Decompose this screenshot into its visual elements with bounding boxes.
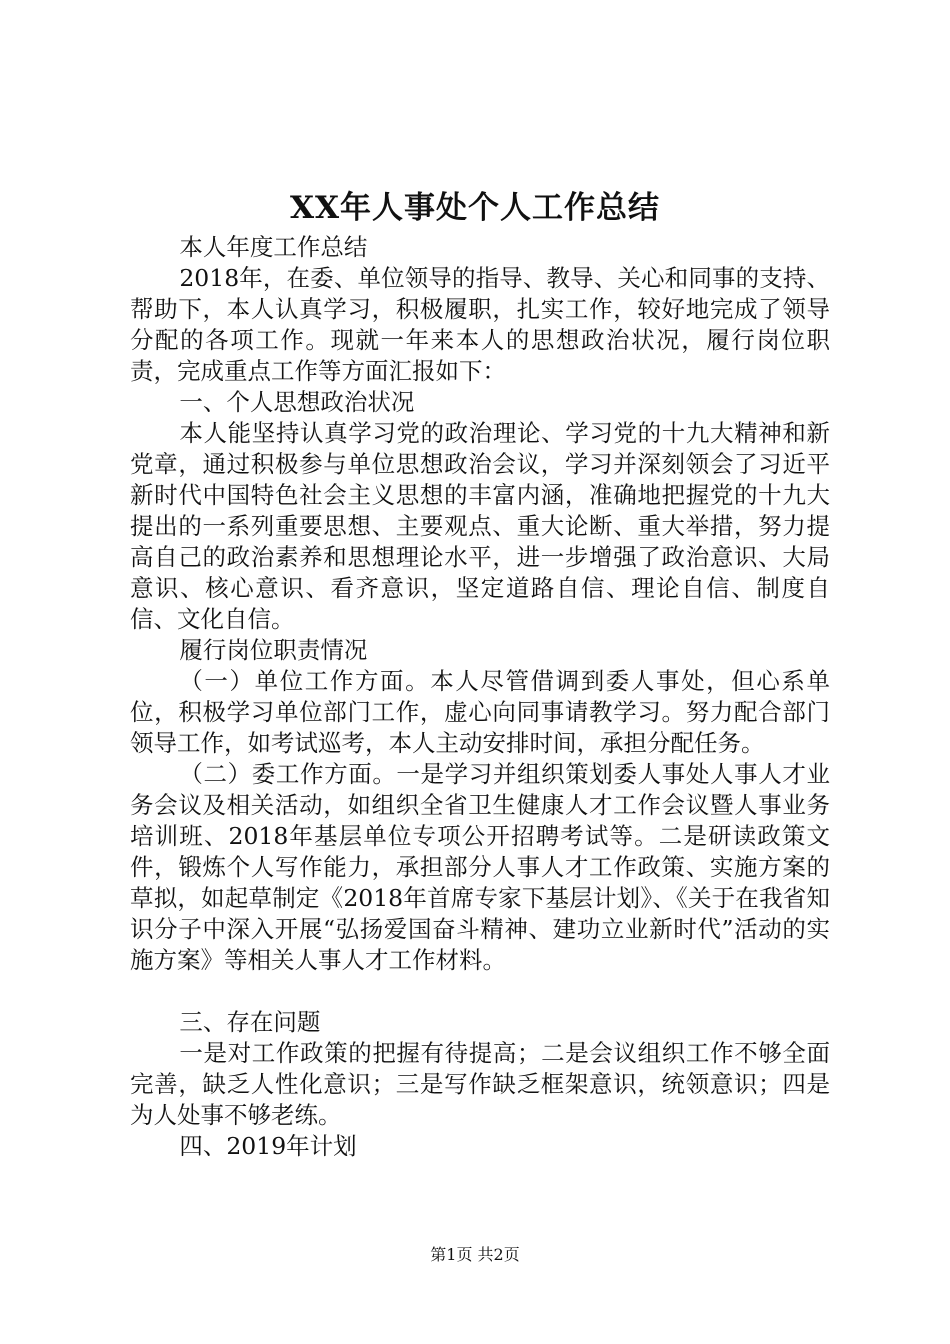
paragraph: 2018年，在委、单位领导的指导、教导、关心和同事的支持、帮助下，本人认真学习，积极履职，扎实工作，较好地完成了领导分配的各项工作。现就一年来本人的思想政治状况，履行岗位职责，完成重点工作等方面汇报如下： xyxy=(130,264,830,385)
paragraph: （一）单位工作方面。本人尽管借调到委人事处，但心系单位，积极学习单位部门工作，虚心向同事请教学习。努力配合部门领导工作，如考试巡考，本人主动安排时间，承担分配任务。 xyxy=(130,667,830,757)
paragraph: （二）委工作方面。一是学习并组织策划委人事处人事人才业务会议及相关活动，如组织全省卫生健康人才工作会议暨人事业务培训班、2018年基层单位专项公开招聘考试等。二是研读政策文件，锻炼个人写作能力，承担部分人事人才工作政策、实施方案的草拟，如起草制定《2018年首席专家下基层计划》、《关于在我省知识分子中深入开展“弘扬爱国奋斗精神、建功立业新时代”活动的实施方案》等相关人事人才工作材料。 xyxy=(130,760,830,974)
paragraph: 本人能坚持认真学习党的政治理论、学习党的十九大精神和新党章，通过积极参与单位思想政治会议，学习并深刻领会了习近平新时代中国特色社会主义思想的丰富内涵，准确地把握党的十九大提出的一系列重要思想、主要观点、重大论断、重大举措，努力提高自己的政治素养和思想理论水平，进一步增强了政治意识、大局意识、核心意识、看齐意识，坚定道路自信、理论自信、制度自信、文化自信。 xyxy=(130,419,830,633)
paragraph: 本人年度工作总结 xyxy=(179,233,368,261)
document-body xyxy=(130,232,830,1162)
section-heading: 履行岗位职责情况 xyxy=(179,636,368,664)
section-heading: 一、个人思想政治状况 xyxy=(179,388,415,416)
section-heading: 三、存在问题 xyxy=(179,1008,321,1036)
paragraph: 一是对工作政策的把握有待提高；二是会议组织工作不够全面完善，缺乏人性化意识；三是写作缺乏框架意识，统领意识；四是为人处事不够老练。 xyxy=(130,1039,830,1129)
document-title: XX年人事处个人工作总结 xyxy=(289,190,661,226)
section-heading: 四、2019年计划 xyxy=(179,1132,357,1160)
page-number-footer: 第1页 共2页 xyxy=(430,1245,520,1264)
